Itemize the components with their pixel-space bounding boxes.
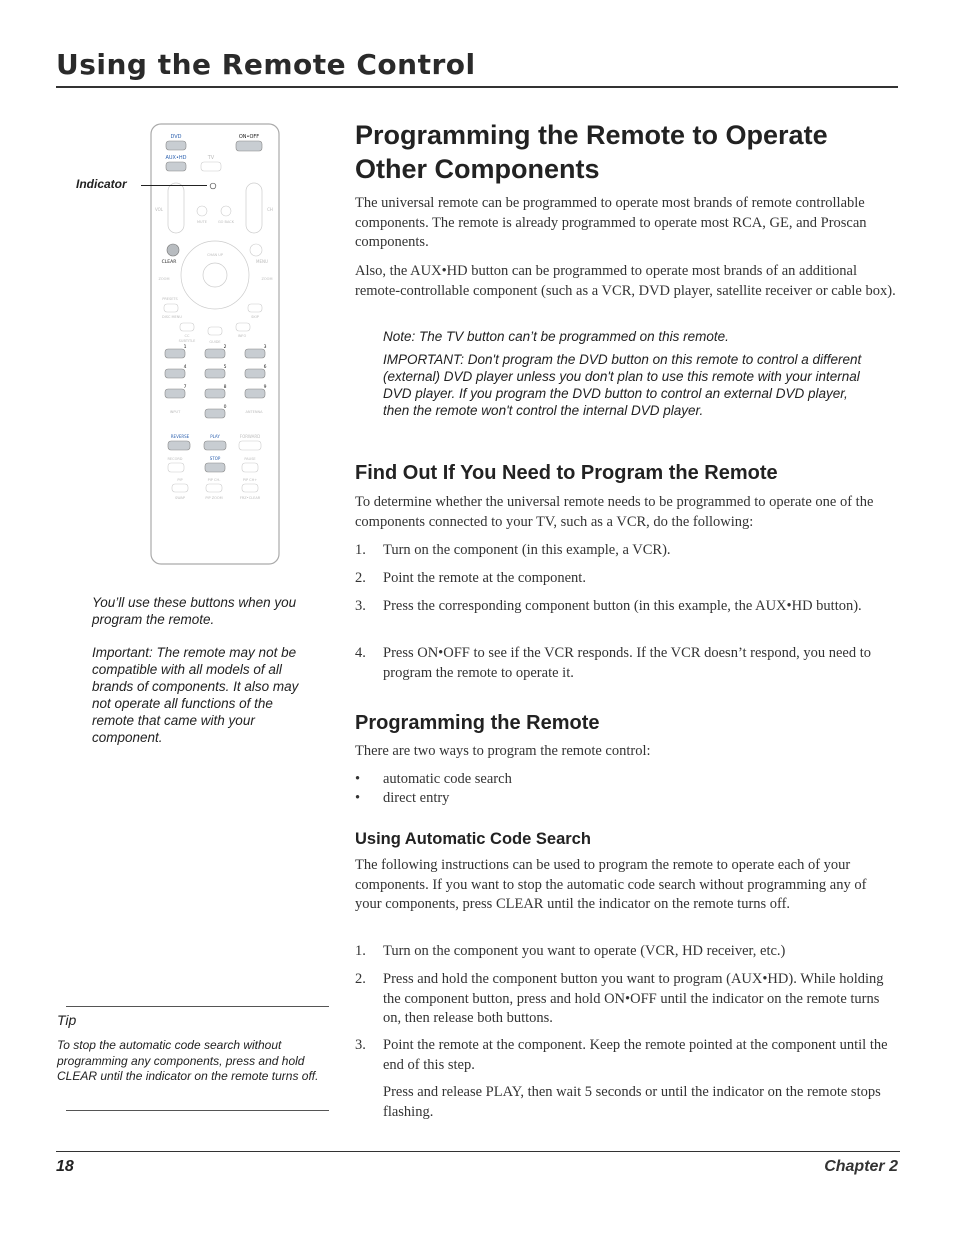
forward-button — [239, 441, 261, 450]
antenna-label: ANTENNA — [245, 410, 263, 414]
skip-label: SKIP — [251, 315, 259, 319]
step-number: 2. — [355, 971, 366, 987]
digit-label-9: 9 — [263, 385, 267, 390]
digit-button-0[interactable] — [205, 409, 225, 418]
cc-button — [180, 323, 194, 331]
auto-search-heading: Using Automatic Code Search — [355, 830, 591, 848]
pause-button — [242, 463, 258, 472]
aux-hd-button[interactable] — [166, 162, 186, 171]
play-button[interactable] — [204, 441, 226, 450]
step-text: Turn on the component (in this example, a VCR). — [383, 542, 671, 558]
step-3-continuation: Press and release PLAY, then wait 5 seconds or until the indicator on the remote stops flashing. — [383, 1084, 881, 1120]
disc-menu-button — [164, 304, 178, 312]
info-label: INFO — [237, 334, 247, 338]
digit-button-8[interactable] — [205, 389, 225, 398]
stop-button[interactable] — [205, 463, 225, 472]
step-number: 3. — [355, 598, 366, 614]
find-out-intro: To determine whether the universal remote needs to be programmed to operate one of the components connected to your TV, such as a VCR, do the following: — [355, 494, 874, 530]
dpad-center — [203, 263, 227, 287]
cc-label: CC — [184, 334, 190, 338]
step-text: Point the remote at the component. Keep the remote pointed at the component until the end of this step. — [383, 1037, 888, 1073]
digit-label-2: 2 — [223, 345, 227, 350]
swap-label: SWAP — [175, 496, 185, 500]
digit-button-3[interactable] — [245, 349, 265, 358]
bullet-text: automatic code search — [383, 771, 512, 787]
find-out-heading: Find Out If You Need to Program the Remote — [355, 462, 778, 484]
chapter-label: Chapter 2 — [824, 1158, 898, 1175]
clear-button[interactable] — [167, 244, 179, 256]
remote-illustration — [150, 123, 280, 565]
section-title: Programming the Remote to Operate Other Components — [355, 120, 828, 184]
step-text: Point the remote at the component. — [383, 570, 586, 586]
digit-button-4[interactable] — [165, 369, 185, 378]
page-number: 18 — [56, 1158, 74, 1175]
menu-button — [250, 244, 262, 256]
step-number: 2. — [355, 570, 366, 586]
programming-intro: There are two ways to program the remote control: — [355, 743, 651, 759]
digit-button-9[interactable] — [245, 389, 265, 398]
play-label: PLAY — [210, 434, 220, 439]
step-number: 4. — [355, 645, 366, 661]
info-button — [236, 323, 250, 331]
clear-label: CLEAR — [161, 260, 177, 265]
step-text: Press and hold the component button you want to program (AUX•HD). While holding the component button, press and hold ON•OFF until the indicator on the remote turns on, then release both buttons. — [383, 971, 884, 1026]
programming-heading: Programming the Remote — [355, 712, 600, 734]
mute-label: MUTE — [197, 220, 207, 224]
forward-label: FORWARD — [239, 434, 261, 439]
zoom-minus-label: ZOOM — [158, 277, 170, 281]
digit-button-2[interactable] — [205, 349, 225, 358]
reverse-button[interactable] — [168, 441, 190, 450]
intro-paragraph-2: Also, the AUX•HD button can be programmed to operate most brands of an additional remote-controllable component (such as a VCR, DVD player, satellite receiver or cable box). — [355, 263, 896, 299]
intro-paragraph-1: The universal remote can be programmed to operate most brands of remote controllable components. The remote is already programmed to operate most RCA, GE, and Proscan components. — [355, 195, 867, 250]
indicator-light — [210, 183, 216, 189]
step-number: 1. — [355, 542, 366, 558]
page-header-title: Using the Remote Control — [56, 48, 476, 81]
tv-button[interactable] — [201, 162, 221, 171]
stop-label: STOP — [209, 456, 221, 461]
step-number: 1. — [355, 943, 366, 959]
pip-ch-minus-button — [206, 484, 222, 492]
digit-label-3: 3 — [263, 345, 267, 350]
freeze-label: FRZ•CLEAR — [239, 496, 261, 500]
step-text: Turn on the component you want to operate (VCR, HD receiver, etc.) — [383, 943, 786, 959]
pip-ch-minus-label: PIP CH- — [207, 478, 221, 482]
digit-button-7[interactable] — [165, 389, 185, 398]
tip-bottom-rule — [66, 1110, 329, 1111]
tip-top-rule — [66, 1006, 329, 1007]
indicator-callout-label: Indicator — [76, 177, 127, 191]
record-label: RECORD — [167, 457, 183, 461]
skip-button — [248, 304, 262, 312]
mute-button — [197, 206, 207, 216]
note-important-dvd: IMPORTANT: Don't program the DVD button on this remote to control a different (external) DVD player unless you don't plan to use this remote with your internal DVD player. If you program the DVD button to control an external DVD player, then the remote won't control the internal DVD player. — [383, 352, 862, 418]
guide-label: GUIDE — [209, 340, 221, 344]
digit-label-0: 0 — [223, 405, 227, 410]
record-button — [168, 463, 184, 472]
chan-up-label: CHAN UP — [207, 253, 223, 257]
input-label: INPUT — [169, 410, 181, 414]
digit-label-4: 4 — [183, 365, 187, 370]
tv-label: TV — [207, 155, 215, 161]
on-off-button[interactable] — [236, 141, 262, 151]
digit-label-7: 7 — [183, 385, 187, 390]
indicator-callout-line — [141, 185, 207, 186]
ch-rocker — [246, 183, 262, 233]
digit-button-5[interactable] — [205, 369, 225, 378]
pip-label: PIP — [177, 478, 183, 482]
vol-label: VOL — [154, 207, 164, 212]
digit-button-1[interactable] — [165, 349, 185, 358]
menu-label: MENU — [256, 259, 268, 264]
digit-label-5: 5 — [223, 365, 227, 370]
footer-rule — [56, 1151, 900, 1152]
go-back-label: GO BACK — [217, 220, 235, 224]
presets-label: PRESETS — [162, 297, 178, 301]
guide-button — [208, 327, 222, 335]
subtitle-label: SUBTITLE — [178, 339, 196, 343]
disc-menu-label: DISC MENU — [162, 315, 182, 319]
on-off-label: ON•OFF — [238, 134, 260, 140]
dvd-label: DVD — [170, 134, 182, 140]
auto-search-intro: The following instructions can be used to program the remote to operate each of your components. If you want to stop the automatic code search without programming any of your components, press CLEAR until the indicator on the remote turns off. — [355, 857, 867, 912]
dvd-button[interactable] — [166, 141, 186, 150]
note-tv-button: Note: The TV button can’t be programmed on this remote. — [383, 329, 729, 344]
bullet-text: direct entry — [383, 790, 450, 806]
zoom-plus-label: ZOOM — [261, 277, 273, 281]
bullet-mark: • — [355, 790, 361, 806]
ch-label: CH — [267, 207, 273, 212]
header-rule — [56, 86, 898, 88]
vol-rocker — [168, 183, 184, 233]
pip-ch-plus-button — [242, 484, 258, 492]
pip-ch-plus-label: PIP CH+ — [242, 478, 258, 482]
reverse-label: REVERSE — [170, 434, 190, 439]
digit-label-8: 8 — [223, 385, 227, 390]
pip-button — [172, 484, 188, 492]
step-text: Press the corresponding component button (in this example, the AUX•HD button). — [383, 598, 862, 614]
step-text: Press ON•OFF to see if the VCR responds. If the VCR doesn’t respond, you need to program the remote to operate it. — [383, 645, 871, 681]
digit-label-6: 6 — [263, 365, 267, 370]
pip-zoom-label: PIP ZOOM — [205, 496, 223, 500]
bullet-mark: • — [355, 771, 361, 787]
digit-button-6[interactable] — [245, 369, 265, 378]
tip-text: To stop the automatic code search without programming any components, press and hold CLEAR until the indicator on the remote turns off. — [57, 1038, 319, 1083]
digit-label-1: 1 — [183, 345, 187, 350]
pause-label: PAUSE — [244, 457, 256, 461]
remote-caption: You’ll use these buttons when you program the remote. — [92, 595, 297, 627]
go-back-button — [221, 206, 231, 216]
aux-hd-label: AUX•HD — [165, 155, 187, 161]
tip-heading: Tip — [57, 1012, 77, 1028]
compatibility-caption: Important: The remote may not be compatible with all models of all brands of components. It also may not operate all functions of the remote that came with your component. — [92, 645, 299, 745]
step-number: 3. — [355, 1037, 366, 1053]
